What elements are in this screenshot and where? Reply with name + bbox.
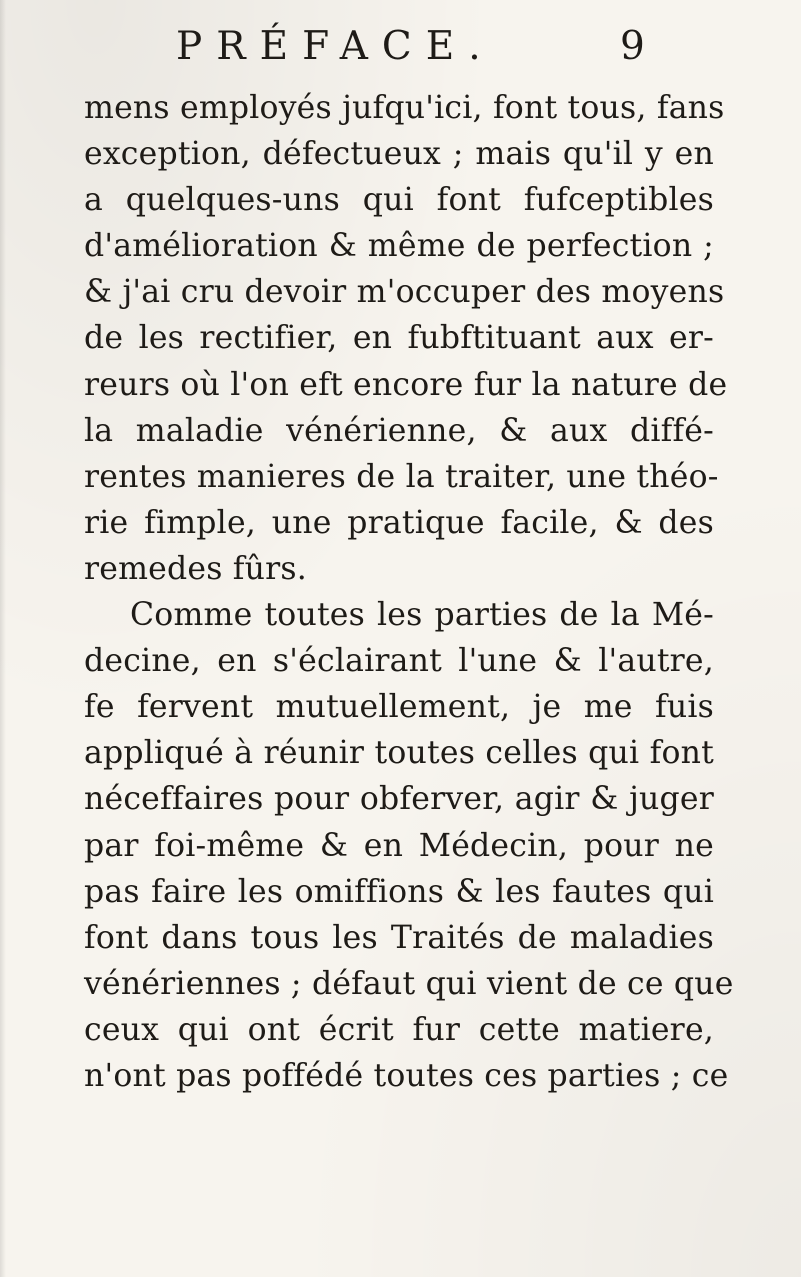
text-line-7: reurs où l'on eft encore fur la nature de xyxy=(84,366,728,403)
text-line-16: néceffaires pour obferver, agir & juger xyxy=(84,781,714,818)
text-line-9: rentes manieres de la traiter, une théo- xyxy=(84,458,719,495)
text-line-22: n'ont pas poffédé toutes ces parties ; ce xyxy=(84,1057,729,1094)
text-line-8: la maladie vénérienne, & aux diffé- xyxy=(84,412,714,449)
text-line-6: de les rectifier, en fubftituant aux er- xyxy=(84,320,714,357)
text-line-11: remedes fûrs. xyxy=(84,550,307,587)
text-line-15: appliqué à réunir toutes celles qui font xyxy=(84,735,714,772)
text-line-1: mens employés jufqu'ici, font tous, fans xyxy=(84,90,725,126)
body-text xyxy=(84,85,734,1099)
page-header xyxy=(0,22,801,72)
text-line-13: decine, en s'éclairant l'une & l'autre, xyxy=(84,643,714,680)
page-number: 9 xyxy=(620,24,645,69)
text-line-12: Comme toutes les parties de la Mé- xyxy=(130,597,714,634)
text-line-20: vénériennes ; défaut qui vient de ce que xyxy=(84,965,734,1002)
text-line-5: & j'ai cru devoir m'occuper des moyens xyxy=(84,274,725,311)
text-line-21: ceux qui ont écrit fur cette matiere, xyxy=(84,1011,714,1048)
text-line-4: d'amélioration & même de perfection ; xyxy=(84,228,714,265)
text-line-10: rie fimple, une pratique facile, & des xyxy=(84,504,714,541)
text-line-19: font dans tous les Traités de maladies xyxy=(84,919,714,956)
page-gutter-shadow xyxy=(0,0,6,1277)
running-head: PRÉFACE. xyxy=(176,24,495,69)
text-line-3: a quelques-uns qui font fufceptibles xyxy=(84,182,714,219)
text-line-14: fe fervent mutuellement, je me fuis xyxy=(84,689,714,726)
text-line-18: pas faire les omiffions & les fautes qui xyxy=(84,873,714,910)
text-line-2: exception, défectueux ; mais qu'il y en xyxy=(84,136,714,173)
text-line-17: par foi-même & en Médecin, pour ne xyxy=(84,827,714,864)
